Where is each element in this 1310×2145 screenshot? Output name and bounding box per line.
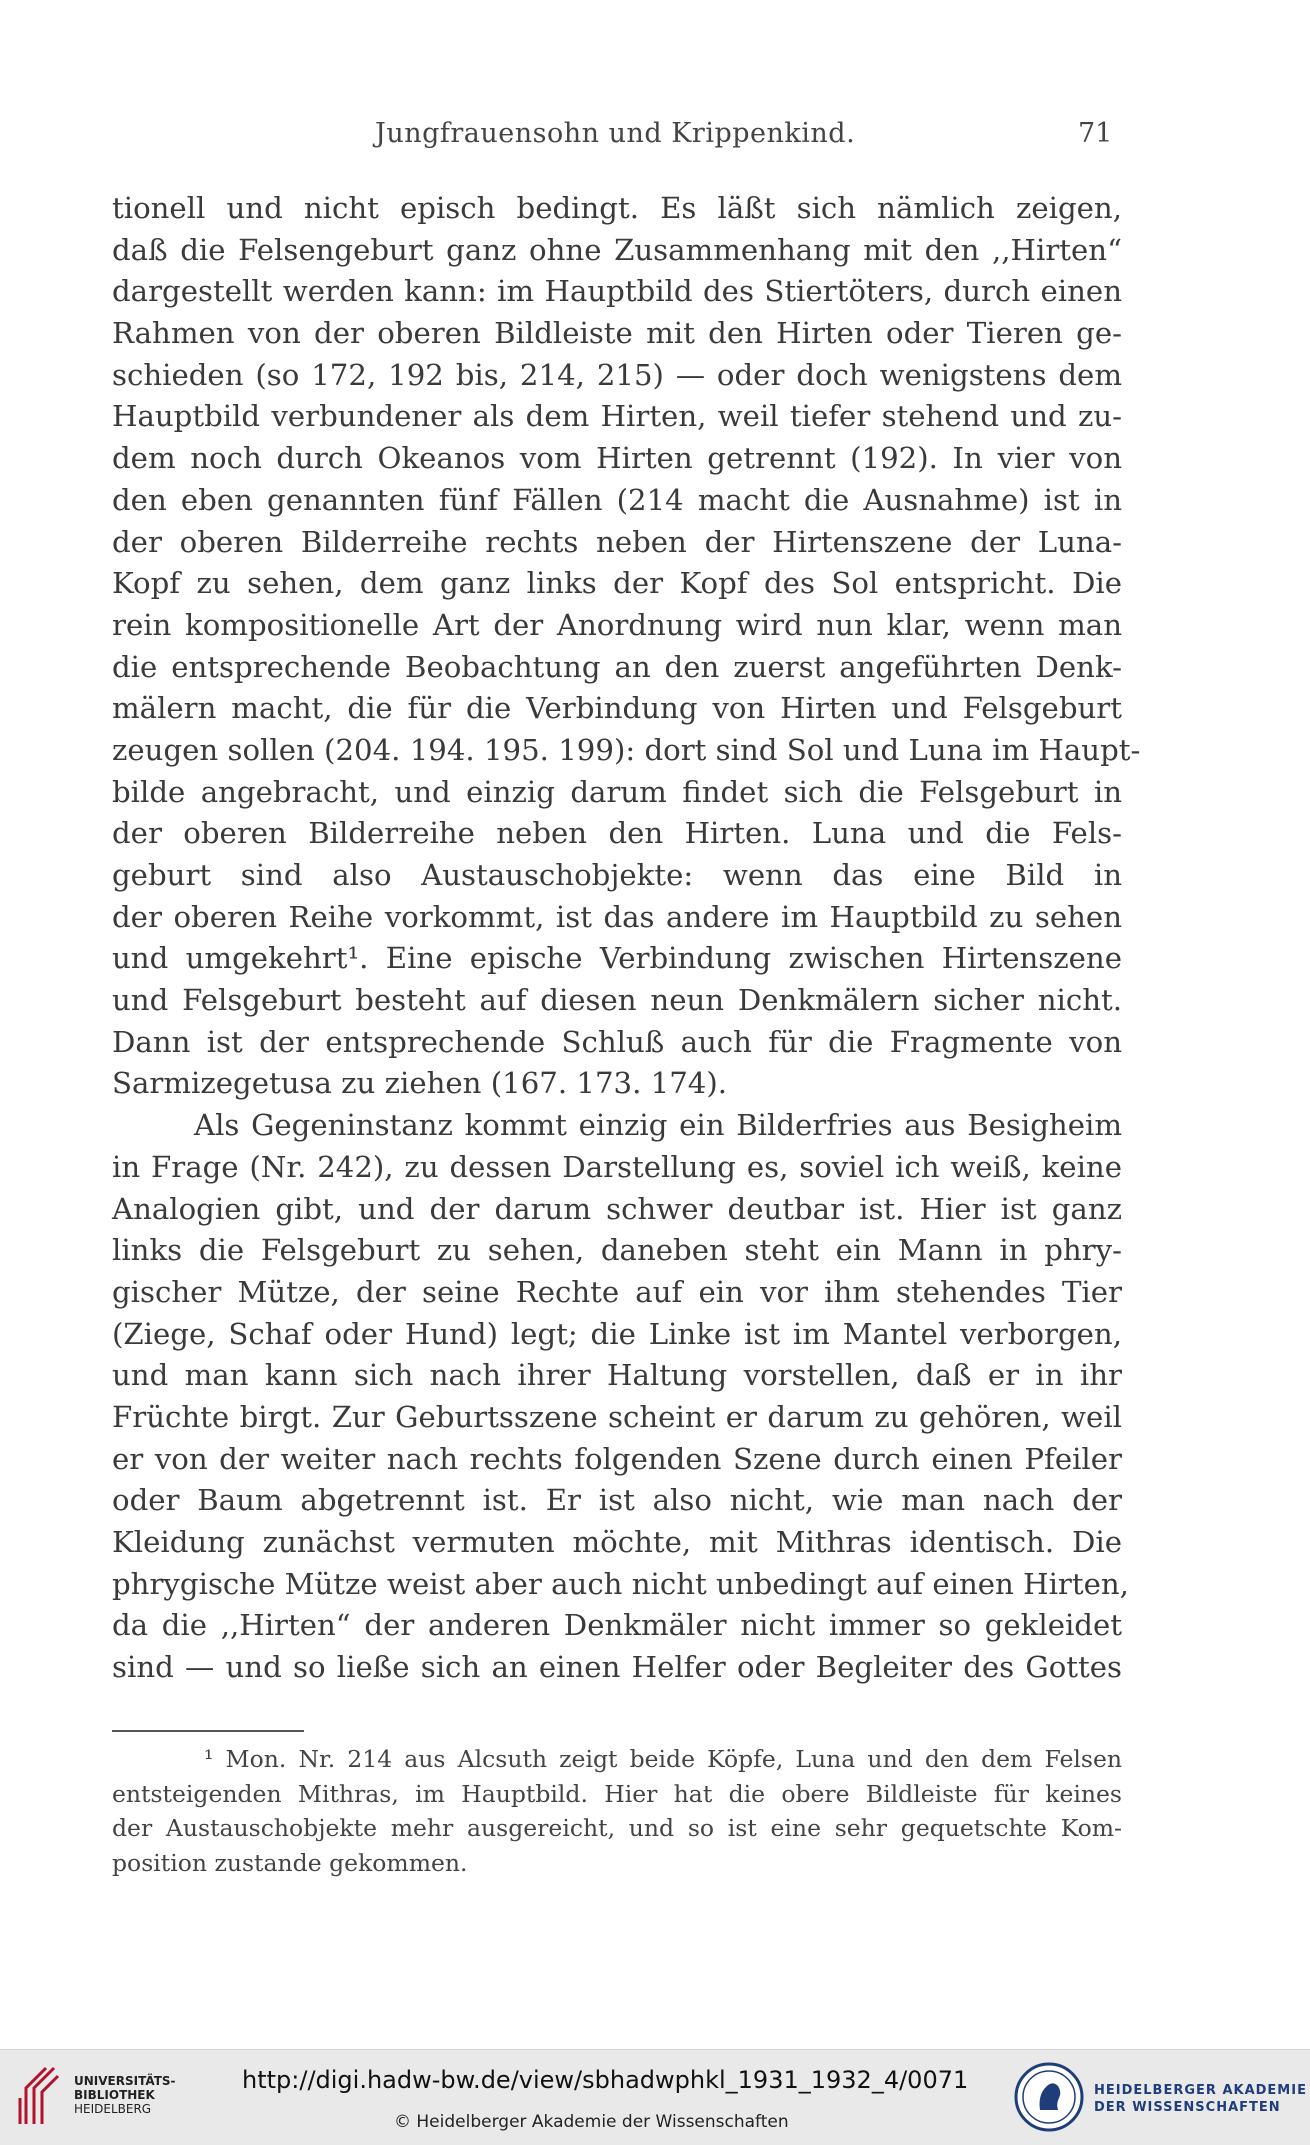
- text-line: (Ziege, Schaf oder Hund) legt; die Linke ist im Mantel verborgen,: [112, 1316, 1122, 1351]
- text-line: geburt sind also Austauschobjekte: wenn das eine Bild in: [112, 858, 1122, 892]
- academy-name: [1094, 2082, 1307, 2116]
- paragraph-1: [112, 188, 1141, 1105]
- academy-seal-icon[interactable]: [1012, 2060, 1086, 2134]
- text-line: Dann ist der entsprechende Schluß auch für die Fragmente von: [112, 1024, 1122, 1059]
- text-line: Sarmizegetusa zu ziehen (167. 173. 174).: [112, 1066, 728, 1101]
- text-line: der oberen Bilderreihe neben den Hirten. Luna und die Fels-: [112, 816, 1122, 851]
- text-line: und umgekehrt¹. Eine epische Verbindung zwischen Hirtenszene: [112, 941, 1122, 976]
- text-line: Früchte birgt. Zur Geburtsszene scheint er darum zu gehören, weil: [112, 1399, 1122, 1434]
- footnote-divider: [112, 1730, 304, 1732]
- library-name-line: BIBLIOTHEK: [74, 2088, 155, 2102]
- running-title: Jungfrauensohn und Krippenkind.: [375, 118, 856, 149]
- text-line: der oberen Bilderreihe rechts neben der Hirtenszene der Luna-: [112, 524, 1122, 559]
- text-line: phrygische Mütze weist aber auch nicht unbedingt auf einen Hirten,: [112, 1566, 1129, 1601]
- text-line: und man kann sich nach ihrer Haltung vorstellen, daß er in ihr: [112, 1358, 1122, 1393]
- text-line: oder Baum abgetrennt ist. Er ist also nicht, wie man nach der: [112, 1483, 1122, 1518]
- copyright-notice: © Heidelberger Akademie der Wissenschaften: [394, 2112, 789, 2132]
- text-line: daß die Felsengeburt ganz ohne Zusammenhang mit den ,,Hirten“: [112, 232, 1122, 267]
- digitization-footer: [0, 2049, 1310, 2145]
- footnote: [112, 1742, 1122, 1880]
- text-line: er von der weiter nach rechts folgenden Szene durch einen Pfeiler: [112, 1441, 1122, 1476]
- text-line: Kopf zu sehen, dem ganz links der Kopf des Sol entspricht. Die: [112, 566, 1122, 601]
- footnote-line: position zustande gekommen.: [112, 1848, 468, 1877]
- text-line: in Frage (Nr. 242), zu dessen Darstellung es, soviel ich weiß, keine: [112, 1149, 1122, 1184]
- text-line: zeugen sollen (204. 194. 195. 199): dort sind Sol und Luna im Haupt-: [112, 732, 1141, 767]
- text-line: Kleidung zunächst vermuten möchte, mit Mithras identisch. Die: [112, 1525, 1122, 1559]
- text-line: mälern macht, die für die Verbindung von Hirten und Felsgeburt: [112, 691, 1122, 726]
- page-number: 71: [1078, 118, 1113, 149]
- text-line: Analogien gibt, und der darum schwer deutbar ist. Hier ist ganz: [112, 1191, 1122, 1226]
- academy-name-line: DER WISSENSCHAFTEN: [1094, 2100, 1281, 2115]
- footnote-line: entsteigenden Mithras, im Hauptbild. Hier hat die obere Bildleiste für keines: [112, 1779, 1122, 1808]
- text-line: schieden (so 172, 192 bis, 214, 215) — oder doch wenigstens dem: [112, 357, 1122, 392]
- running-head: [0, 118, 1310, 158]
- text-line: da die ,,Hirten“ der anderen Denkmäler nicht immer so gekleidet: [112, 1608, 1122, 1643]
- text-line: dem noch durch Okeanos vom Hirten getrennt (192). In vier von: [112, 441, 1122, 476]
- library-logo-icon[interactable]: [16, 2064, 60, 2128]
- text-line: Als Gegeninstanz kommt einzig ein Bilderfries aus Besigheim: [194, 1108, 1122, 1143]
- text-line: sind — und so ließe sich an einen Helfer oder Begleiter des Gottes: [112, 1650, 1122, 1685]
- text-line: den eben genannten fünf Fällen (214 macht die Ausnahme) ist in: [112, 482, 1122, 517]
- text-line: links die Felsgeburt zu sehen, daneben steht ein Mann in phry-: [112, 1233, 1122, 1268]
- footnote-line: der Austauschobjekte mehr ausgereicht, und so ist eine sehr gequetschte Kom-: [112, 1814, 1122, 1842]
- text-line: bilde angebracht, und einzig darum findet sich die Felsgeburt in: [112, 774, 1122, 809]
- permalink-url[interactable]: http://digi.hadw-bw.de/view/sbhadwphkl_1931_1932_4/0071: [242, 2066, 969, 2094]
- footnote-line: ¹ Mon. Nr. 214 aus Alcsuth zeigt beide Köpfe, Luna und den dem Felsen: [204, 1745, 1122, 1773]
- text-line: Rahmen von der oberen Bildleiste mit den Hirten oder Tieren ge-: [112, 316, 1122, 351]
- library-name-line: UNIVERSITÄTS-: [74, 2074, 176, 2088]
- text-line: tionell und nicht episch bedingt. Es läßt sich nämlich zeigen,: [112, 191, 1122, 225]
- text-line: dargestellt werden kann: im Hauptbild des Stiertöters, durch einen: [112, 274, 1122, 309]
- text-line: die entsprechende Beobachtung an den zuerst angeführten Denk-: [112, 649, 1122, 684]
- text-line: gischer Mütze, der seine Rechte auf ein vor ihm stehendes Tier: [112, 1274, 1122, 1309]
- library-name: [74, 2074, 176, 2116]
- text-line: rein kompositionelle Art der Anordnung wird nun klar, wenn man: [112, 607, 1122, 642]
- academy-name-line: HEIDELBERGER AKADEMIE: [1094, 2083, 1307, 2098]
- text-line: und Felsgeburt besteht auf diesen neun Denkmälern sicher nicht.: [112, 983, 1122, 1018]
- body-text: [112, 188, 1141, 1689]
- text-line: der oberen Reihe vorkommt, ist das andere im Hauptbild zu sehen: [112, 899, 1122, 934]
- library-name-line: HEIDELBERG: [74, 2102, 152, 2116]
- text-line: Hauptbild verbundener als dem Hirten, weil tiefer stehend und zu-: [112, 399, 1122, 434]
- paragraph-2: [112, 1105, 1129, 1689]
